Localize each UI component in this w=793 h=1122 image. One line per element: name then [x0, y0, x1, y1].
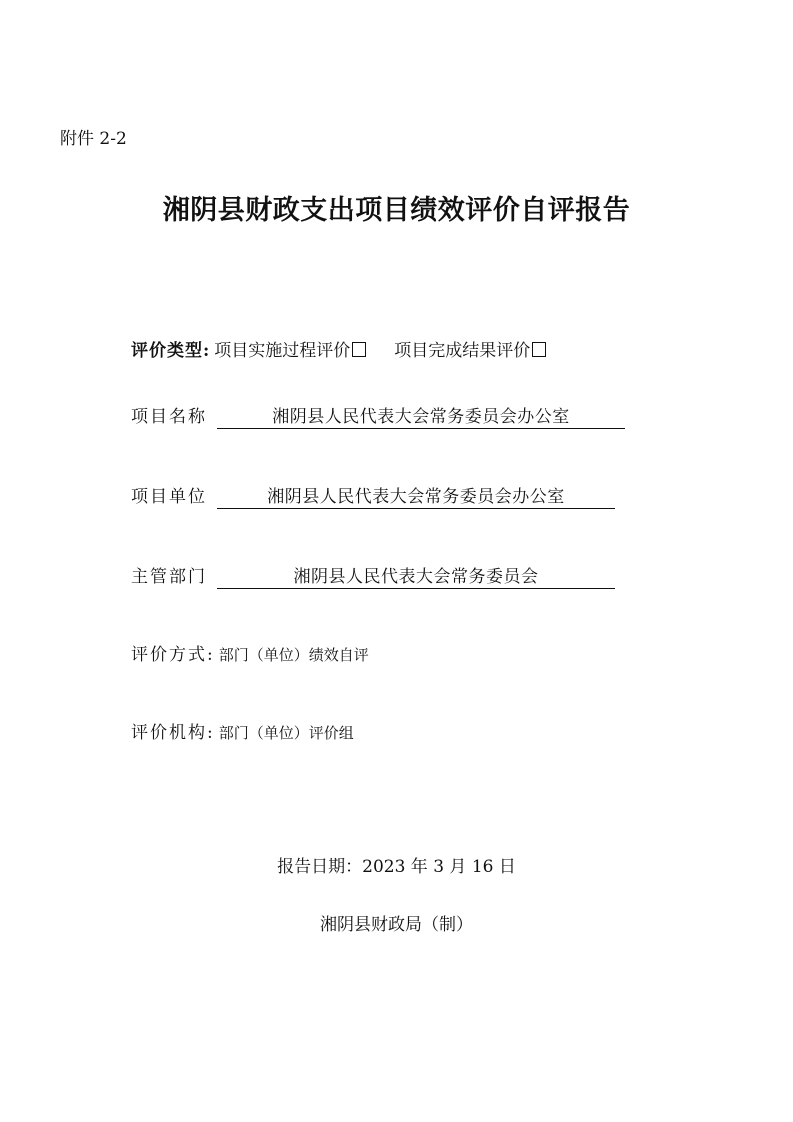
- evaluation-method-value: 部门（单位）绩效自评: [218, 646, 369, 664]
- option-process-label: 项目实施过程评价: [214, 341, 351, 361]
- evaluation-org-label: 评价机构:: [131, 723, 215, 743]
- report-date: 报告日期：2023 年 3 月 16 日: [277, 857, 516, 877]
- option-process-evaluation[interactable]: [214, 336, 366, 361]
- report-title: 湘阴县财政支出项目绩效评价自评报告: [162, 195, 631, 226]
- evaluation-org-row: [131, 718, 354, 743]
- project-unit-label: 项目单位: [131, 487, 207, 507]
- project-name-row: [131, 402, 625, 429]
- evaluation-type-label: 评价类型:: [131, 341, 211, 361]
- supervising-dept-field: 湘阴县人民代表大会常务委员会: [217, 562, 615, 589]
- project-name-label: 项目名称: [131, 407, 207, 427]
- attachment-label: 附件 2-2: [60, 129, 127, 149]
- result-evaluation-checkbox[interactable]: [532, 342, 546, 357]
- evaluation-org-value: 部门（单位）评价组: [218, 724, 354, 742]
- evaluation-method-label: 评价方式:: [131, 645, 215, 665]
- evaluation-method-row: [131, 640, 369, 665]
- issuer: 湘阴县财政局（制）: [320, 915, 473, 935]
- project-unit-field: 湘阴县人民代表大会常务委员会办公室: [217, 482, 615, 509]
- supervising-dept-label: 主管部门: [131, 567, 207, 587]
- option-result-label: 项目完成结果评价: [394, 341, 531, 361]
- evaluation-type-row: [131, 336, 546, 361]
- project-unit-row: [131, 482, 615, 509]
- process-evaluation-checkbox[interactable]: [352, 342, 366, 357]
- option-result-evaluation[interactable]: [394, 336, 546, 361]
- project-name-field: 湘阴县人民代表大会常务委员会办公室: [217, 402, 625, 429]
- supervising-dept-row: [131, 562, 615, 589]
